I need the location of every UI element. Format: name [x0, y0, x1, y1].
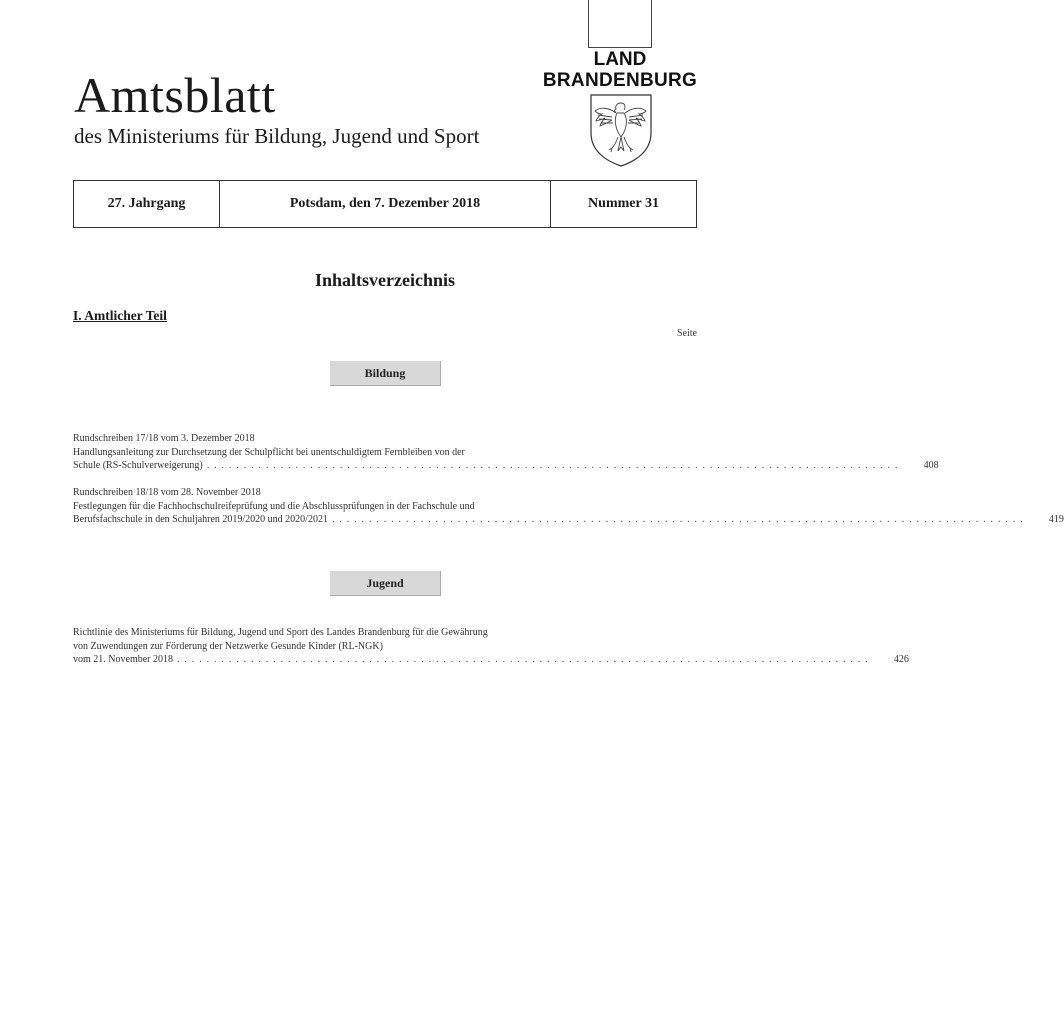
section-heading-jugend: Jugend	[330, 571, 441, 596]
toc-entry[interactable]	[73, 432, 939, 473]
toc-entry[interactable]	[73, 486, 1064, 527]
dot-leader: . . . . . . . . . . . . . . . . . . . . . . . . . . . . . . . . . . . . . . . . . . . . . . . . . . . . . . . . . . . . . . . . . . . . . . . . . . . . . . . . . . . . . . . . . . . . . .	[177, 654, 869, 665]
logo-frame	[588, 0, 652, 48]
toc-entry-line: Rundschreiben 17/18 vom 3. Dezember 2018	[73, 433, 255, 444]
part-heading: I. Amtlicher Teil	[73, 308, 167, 323]
publication-title: Amtsblatt	[74, 67, 276, 123]
eagle-crest-icon	[588, 93, 654, 167]
toc-entry-line: Handlungsanleitung zur Durchsetzung der Schulpflicht bei unentschuldigtem Fernbleiben von der	[73, 446, 465, 458]
place-date-cell: Potsdam, den 7. Dezember 2018	[220, 181, 551, 227]
issue-info-table	[73, 180, 697, 228]
section-heading-bildung: Bildung	[330, 361, 441, 386]
toc-entry-line: Richtlinie des Ministeriums für Bildung, Jugend und Sport des Landes Brandenburg für die Gewährung	[73, 627, 488, 638]
issue-number-cell: Nummer 31	[588, 196, 659, 211]
toc-entry-line: Festlegungen für die Fachhochschulreifeprüfung und die Abschlussprüfungen in der Fachschule und	[73, 500, 475, 512]
toc-entry[interactable]	[73, 626, 909, 667]
dot-leader: . . . . . . . . . . . . . . . . . . . . . . . . . . . . . . . . . . . . . . . . . . . . . . . . . . . . . . . . . . . . . . . . . . . . . . . . . . . . . . . . . . . . . . . . . . . . . .	[206, 460, 899, 471]
toc-entry-line: Schule (RS-Schulverweigerung)	[73, 460, 203, 471]
toc-heading: Inhaltsverzeichnis	[314, 270, 455, 290]
toc-page-number: 426	[893, 654, 909, 665]
toc-entry-line: Berufsfachschule in den Schuljahren 2019/2020 und 2020/2021	[73, 514, 328, 525]
publication-subtitle: des Ministeriums für Bildung, Jugend und Sport	[74, 124, 480, 148]
toc-page-number: 419	[1048, 514, 1064, 525]
volume-cell: 27. Jahrgang	[74, 181, 220, 227]
toc-page-number: 408	[923, 460, 939, 471]
logo-land-text: LAND	[593, 49, 647, 70]
toc-entry-line: von Zuwendungen zur Förderung der Netzwerke Gesunde Kinder (RL-NGK)	[73, 640, 383, 652]
toc-entry-line: vom 21. November 2018	[73, 654, 173, 665]
dot-leader: . . . . . . . . . . . . . . . . . . . . . . . . . . . . . . . . . . . . . . . . . . . . . . . . . . . . . . . . . . . . . . . . . . . . . . . . . . . . . . . . . . . . . . . . . . . . . .	[331, 514, 1024, 525]
page-column-label: Seite	[677, 328, 697, 339]
toc-entry-line: Rundschreiben 18/18 vom 28. November 2018	[73, 487, 261, 498]
logo-brandenburg-text: BRANDENBURG	[542, 70, 698, 91]
